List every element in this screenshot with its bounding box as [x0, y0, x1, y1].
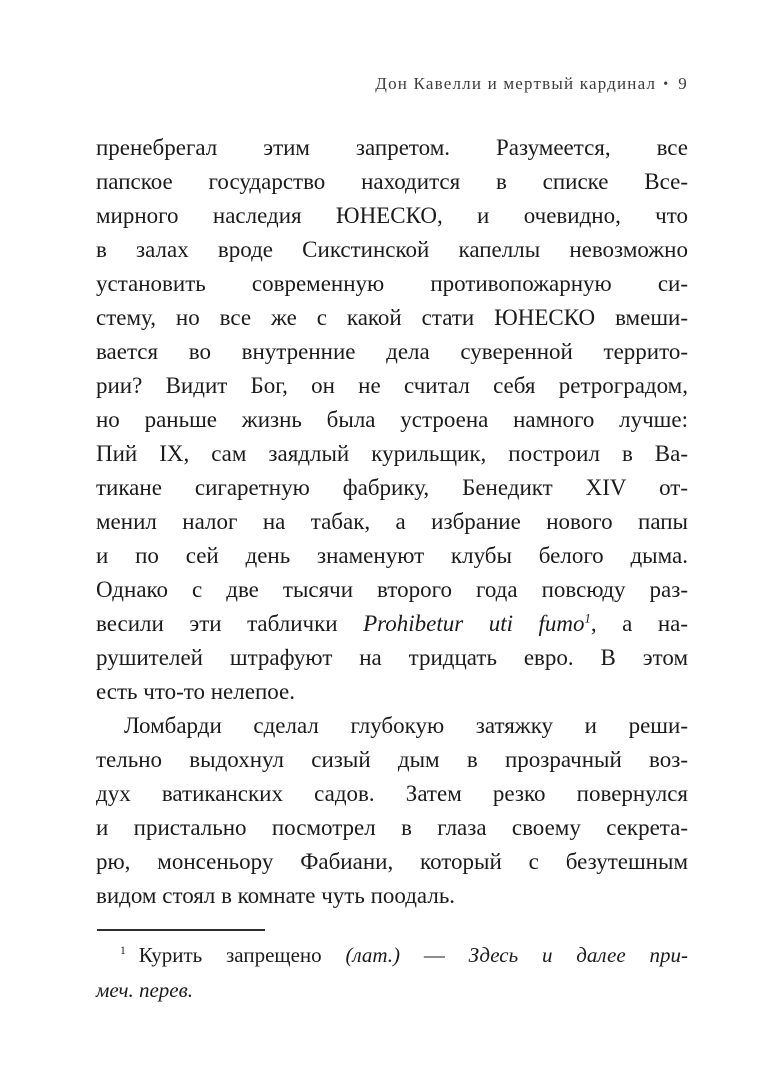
running-header [96, 74, 688, 94]
text-segment: есть что-то нелепое. [96, 679, 296, 704]
text-segment: вается во внутренние дела суверенной террито- [96, 339, 688, 364]
text-line [96, 403, 688, 437]
text-segment: весили эти таблички [96, 611, 364, 636]
text-segment: и пристально посмотрел в глаза своему секрета- [96, 815, 688, 840]
text-line [96, 879, 688, 913]
footnote-rule [97, 929, 265, 931]
text-line [96, 505, 688, 539]
footnote [96, 938, 688, 1008]
text-line [96, 301, 688, 335]
text-line [96, 539, 688, 573]
page-number: 9 [678, 74, 688, 93]
footnote-marker: 1 [584, 611, 591, 626]
footnote-marker: 1 [120, 945, 126, 957]
text-segment: Ломбарди сделал глубокую затяжку и реши- [124, 713, 688, 738]
text-line [96, 335, 688, 369]
text-segment: меч. перев. [96, 978, 193, 1002]
text-segment: Пий IX, сам заядлый курильщик, построил в Ва- [96, 441, 688, 466]
paragraph [96, 709, 688, 913]
text-segment: тикане сигаретную фабрику, Бенедикт XIV от- [96, 475, 688, 500]
text-line [96, 675, 688, 709]
text-line [96, 845, 688, 879]
text-segment: менил налог на табак, а избрание нового папы [96, 509, 688, 534]
text-line [96, 607, 688, 641]
text-segment: , а на- [590, 611, 688, 636]
text-segment: тельно выдохнул сизый дым в прозрачный воз- [96, 747, 688, 772]
text-segment: установить современную противопожарную си- [96, 271, 688, 296]
text-segment: Здесь и далее при- [468, 943, 688, 967]
text-line [96, 369, 688, 403]
text-segment: дух ватиканских садов. Затем резко повернулся [96, 781, 688, 806]
text-segment: Курить запрещено [138, 943, 346, 967]
text-segment: но раньше жизнь была устроена намного лучше: [96, 407, 688, 432]
text-line [96, 573, 688, 607]
text-line [96, 233, 688, 267]
text-segment: (лат.) [345, 943, 401, 967]
text-segment: стему, но все же с какой стати ЮНЕСКО вмеши- [96, 305, 688, 330]
text-line [96, 743, 688, 777]
text-segment: рушителей штрафуют на тридцать евро. В этом [96, 645, 688, 670]
text-block [96, 131, 688, 913]
text-segment: видом стоял в комнате чуть поодаль. [96, 883, 456, 908]
text-segment: папское государство находится в списке Все- [96, 169, 688, 194]
text-line [96, 641, 688, 675]
text-segment: пренебрегал этим запретом. Разумеется, все [96, 135, 688, 160]
text-line [96, 709, 688, 743]
text-segment: Prohibetur uti fumo [363, 611, 585, 636]
text-segment: мирного наследия ЮНЕСКО, и очевидно, что [96, 203, 688, 228]
text-line [96, 777, 688, 811]
text-segment: Однако с две тысячи второго года повсюду раз- [96, 577, 688, 602]
text-line [96, 471, 688, 505]
text-line [96, 811, 688, 845]
paragraph [96, 131, 688, 709]
text-line [96, 267, 688, 301]
text-line [96, 131, 688, 165]
text-segment: в залах вроде Сикстинской капеллы невозможно [96, 237, 688, 262]
text-segment: рю, монсеньору Фабиани, который с безутешным [96, 849, 688, 874]
text-segment: рии? Видит Бог, он не считал себя ретроградом, [96, 373, 688, 398]
separator-dot-icon: • [663, 77, 670, 92]
text-segment: — [400, 943, 469, 967]
text-line [96, 437, 688, 471]
running-title: Дон Кавелли и мертвый кардинал [375, 74, 657, 93]
footnote-line [96, 938, 688, 973]
text-segment: и по сей день знаменуют клубы белого дыма. [96, 543, 688, 568]
text-line [96, 199, 688, 233]
text-line [96, 165, 688, 199]
footnote-line [96, 973, 688, 1008]
